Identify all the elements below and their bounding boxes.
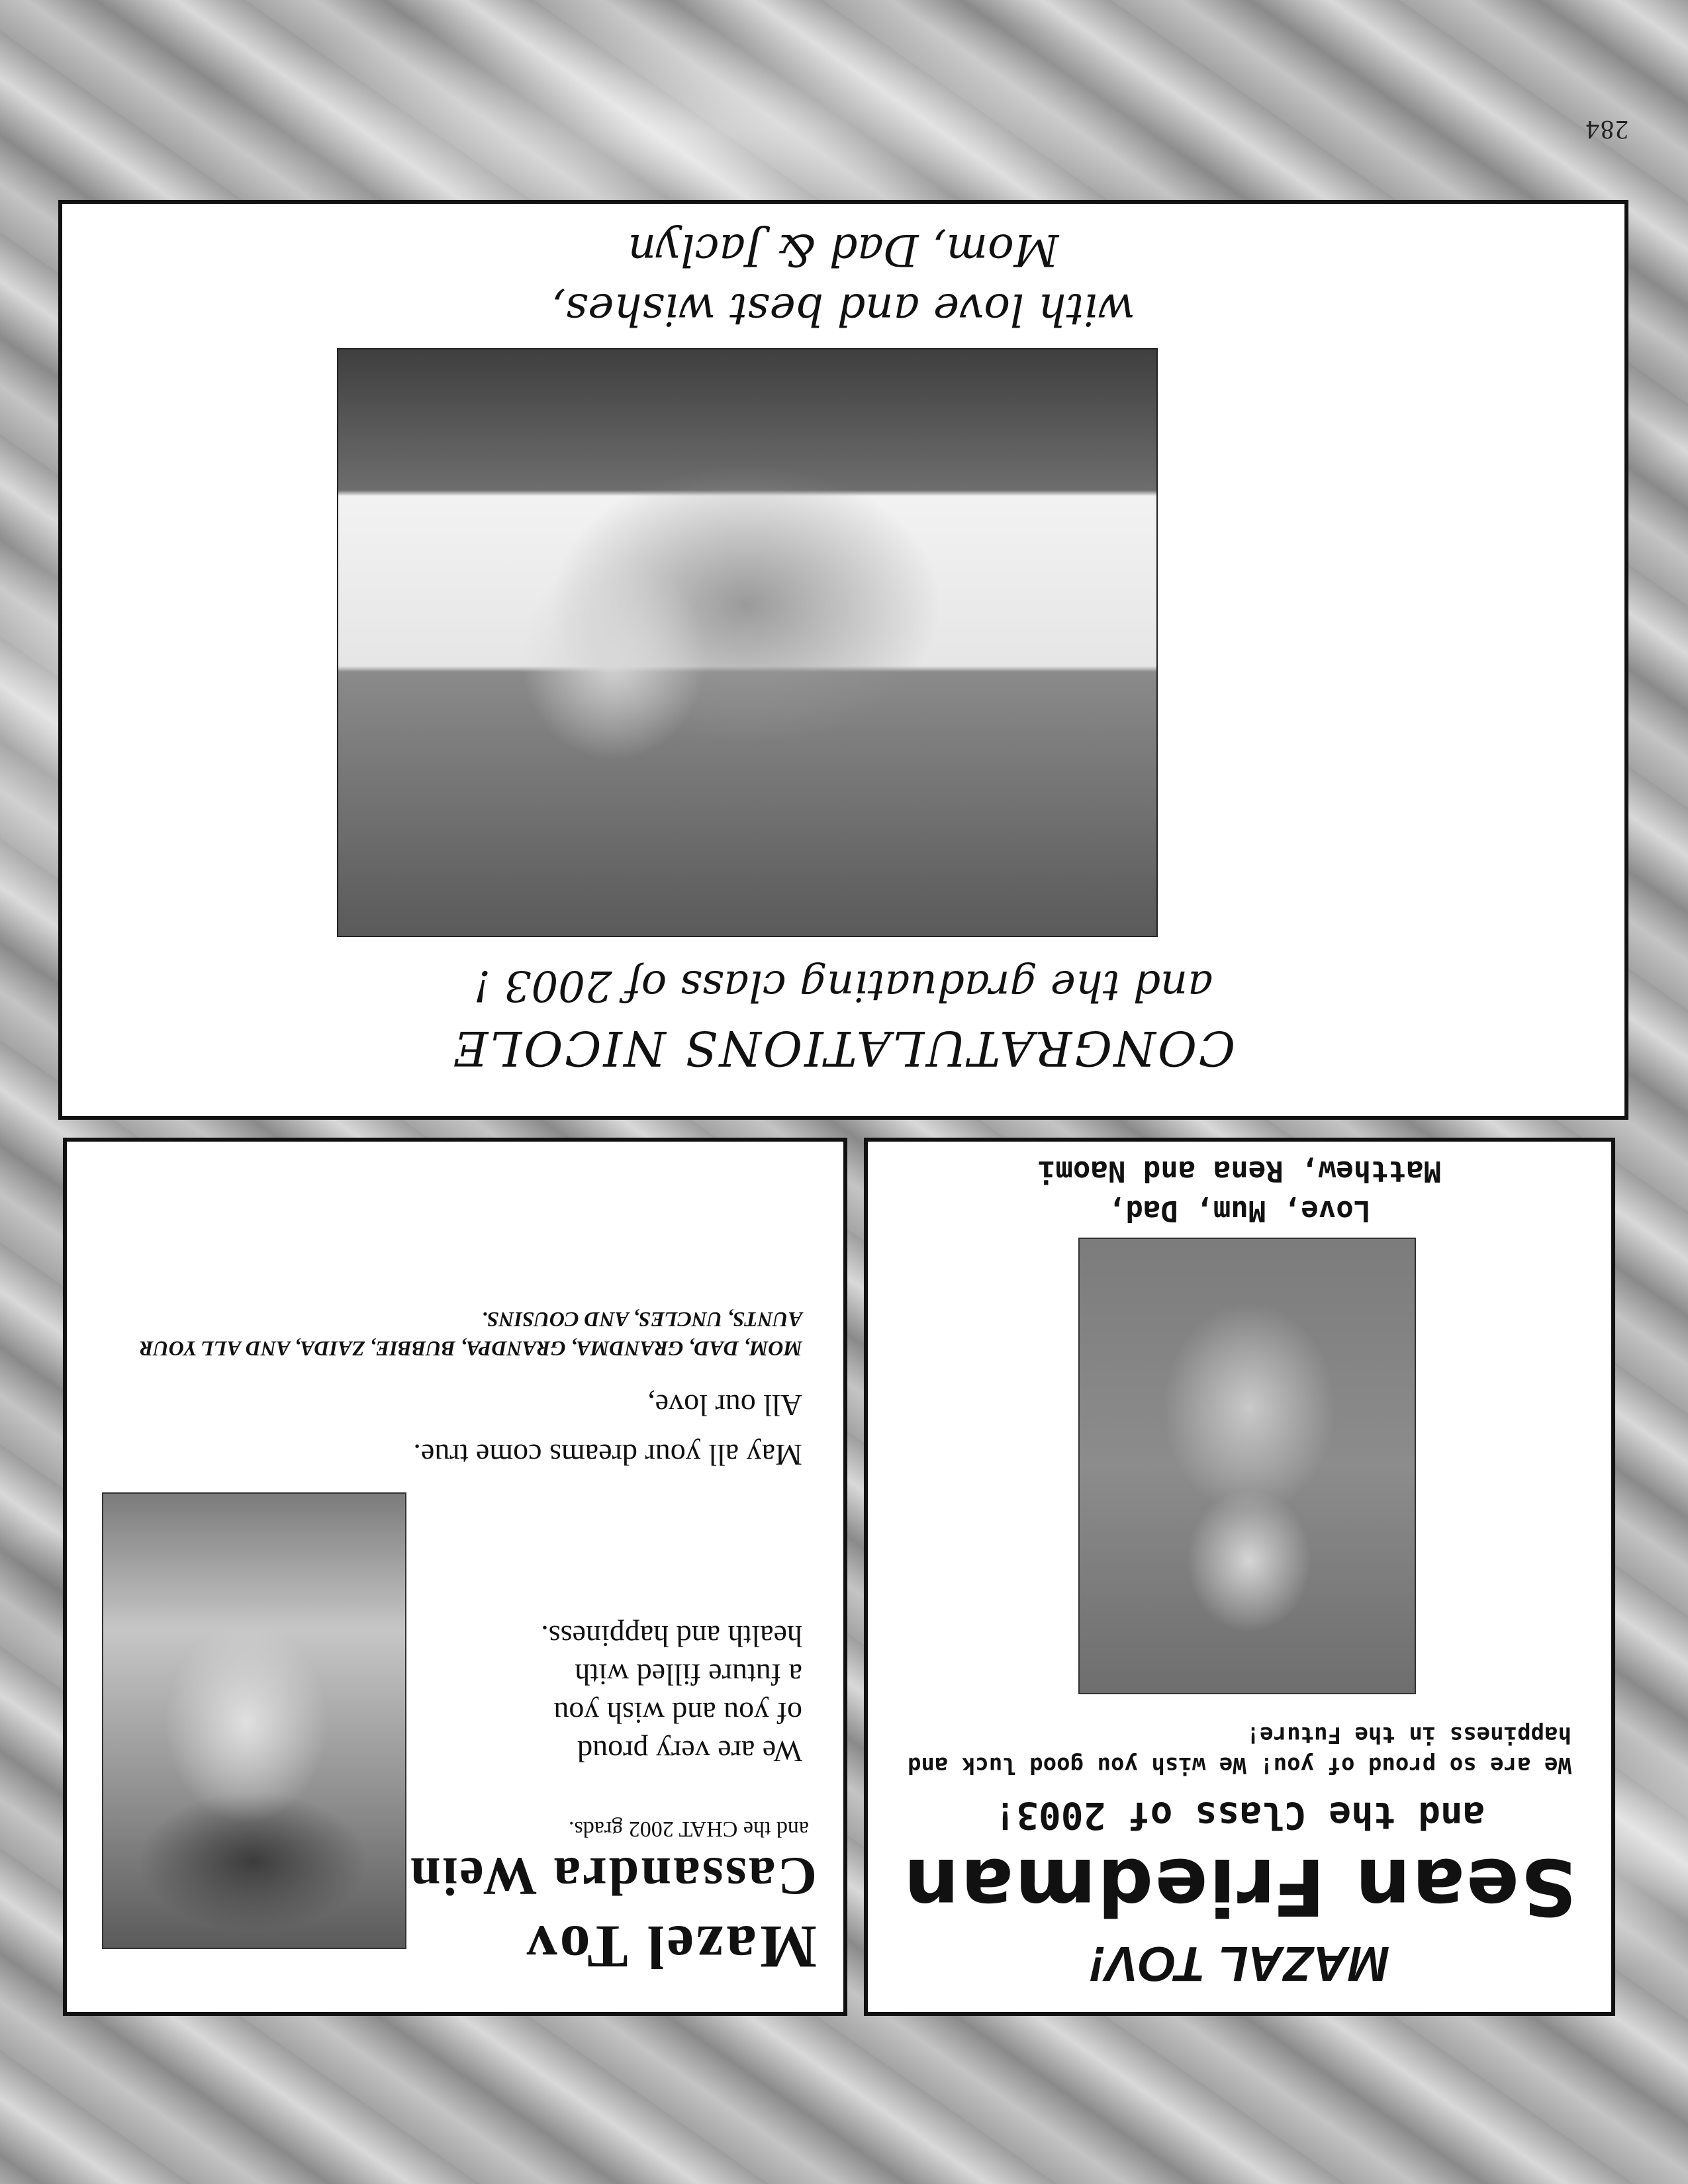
nicole-closing-line1: with love and best wishes, [551, 284, 1135, 335]
page-number: 284 [1585, 115, 1628, 145]
cassandra-mazel-tov-ad [63, 1138, 847, 2016]
cassandra-dreams: May all your dreams come true. [413, 1438, 802, 1472]
cassandra-message [541, 1617, 802, 1770]
cassandra-message-line: health and happiness. [541, 1619, 802, 1653]
sean-name: Sean Friedman [902, 1841, 1577, 1933]
nicole-congratulations-ad [58, 200, 1628, 1120]
cassandra-message-line: of you and wish you [553, 1696, 802, 1730]
sean-class-line: and the Class of 2003! [994, 1794, 1485, 1837]
cassandra-family: MOM, DAD, GRANDMA, GRANDPA, BUBBIE, ZAIDA, AND ALL YOUR AUNTS, UNCLES, AND COUSINS. [139, 1308, 802, 1361]
sean-love: Love, Mum, Dad, [1107, 1194, 1372, 1228]
nicole-photo [337, 348, 1158, 937]
cassandra-title: Mazel Tov [524, 1913, 817, 1981]
cassandra-message-line: a future filled with [575, 1658, 802, 1692]
cassandra-subtitle: and the CHAT 2002 grads. [569, 1817, 809, 1841]
cassandra-message-line: We are very proud [577, 1735, 802, 1768]
nicole-heading: CONGRATULATIONS NICOLE [451, 1021, 1236, 1076]
cassandra-love: All our love, [647, 1388, 802, 1422]
sean-mazal-tov-ad [864, 1138, 1615, 2016]
cassandra-photo [102, 1492, 406, 1949]
sean-family: Matthew, Rena and Naomi [1037, 1154, 1442, 1188]
sean-photo [1078, 1238, 1416, 1694]
nicole-closing-line2: Mom, Dad & Jaclyn [628, 224, 1059, 275]
nicole-subheading: and the graduating class of 2003 ! [473, 961, 1213, 1010]
sean-mazal-tov: MAZAL TOV! [1089, 1936, 1390, 1991]
cassandra-name: Cassandra Wein [408, 1846, 817, 1907]
sean-message: We are so proud of you! We wish you good luck and happiness in the Future! [907, 1721, 1571, 1778]
